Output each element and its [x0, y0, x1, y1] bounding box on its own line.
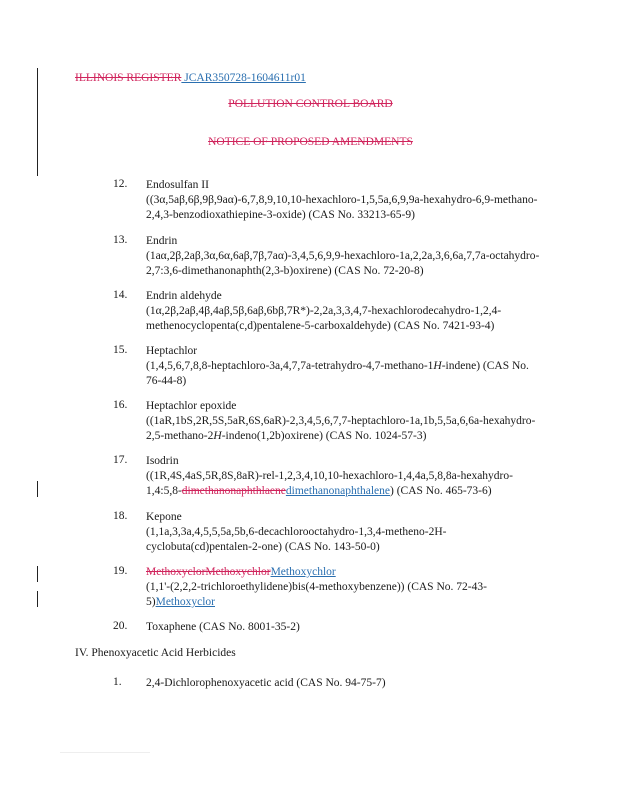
list-item [146, 565, 546, 610]
change-bar [37, 68, 38, 176]
compound-description: (1,4,5,6,7,8,8-heptachloro-3a,4,7,7a-tetrahydro-4,7-methano-1H-indene) (CAS No. 76-44-8) [146, 360, 529, 387]
compound-name [146, 565, 546, 580]
list-item [146, 620, 546, 635]
inserted-text: dimethanonaphthalene [285, 485, 390, 497]
item-number: 17. [113, 454, 128, 466]
compound-description: (1α,2β,2aβ,4β,4aβ,5β,6aβ,6bβ,7R*)-2,2a,3,3,4,7-hexachlorodecahydro-1,2,4-methenocyclopenta(c,d)pentalene-5-carboxaldehyde) (CAS No. 7421-93-4) [146, 305, 502, 332]
compound-description: ((3α,5aβ,6β,9β,9aα)-6,7,8,9,10,10-hexachloro-1,5,5a,6,9,9a-hexahydro-6,9-methano-2,4,3-benzodioxathiepine-3-oxide) (CAS No. 33213-65-9) [146, 194, 538, 221]
notice-header: NOTICE OF PROPOSED AMENDMENTS [208, 136, 413, 148]
board-header: POLLUTION CONTROL BOARD [228, 98, 393, 110]
register-header [75, 72, 306, 84]
item-number: 12. [113, 178, 128, 190]
list-item [146, 344, 546, 389]
item-number: 19. [113, 565, 128, 577]
compound-name: Kepone [146, 511, 182, 523]
compound-name: Endrin aldehyde [146, 290, 222, 302]
item-number: 18. [113, 510, 128, 522]
list-item: 2,4-Dichlorophenoxyacetic acid (CAS No. 94-75-7) [146, 677, 386, 689]
change-bar [37, 591, 38, 607]
item-number: 15. [113, 344, 128, 356]
inserted-text: Methoxyclor [155, 596, 215, 608]
list-item [146, 510, 546, 555]
inserted-text: Methoxychlor [270, 566, 336, 578]
item-number: 13. [113, 234, 128, 246]
compound-name: Endosulfan II [146, 179, 209, 191]
compound-name: Endrin [146, 235, 178, 247]
item-number: 1. [113, 676, 122, 688]
footer-rule [60, 752, 150, 753]
change-bar [37, 566, 38, 582]
item-number: 16. [113, 399, 128, 411]
list-item [146, 454, 546, 499]
compound-name: Toxaphene (CAS No. 8001-35-2) [146, 621, 300, 633]
register-deleted: ILLINOIS REGISTER [75, 72, 182, 84]
item-number: 14. [113, 289, 128, 301]
compound-description: ((1R,4S,4aS,5R,8S,8aR)-rel-1,2,3,4,10,10-hexachloro-1,4,4a,5,8,8a-hexahydro-1,4:5,8-dimethanonaphthlaenedimethanonaphthalene) (CAS No. 465-73-6) [146, 470, 513, 497]
compound-name: Heptachlor [146, 345, 198, 357]
change-bar [37, 481, 38, 497]
compound-description: (1,1a,3,3a,4,5,5,5a,5b,6-decachlorooctahydro-1,3,4-metheno-2H-cyclobuta(cd)pentalen-2-one) (CAS No. 143-50-0) [146, 526, 447, 553]
compound-name: Heptachlor epoxide [146, 400, 237, 412]
list-item [146, 178, 546, 223]
compound-name: Isodrin [146, 455, 179, 467]
list-item [146, 289, 546, 334]
compound-description: (1aα,2β,2aβ,3α,6α,6aβ,7β,7aα)-3,4,5,6,9,9-hexachloro-1a,2,2a,3,6,6a,7,7a-octahydro-2,7:3,6-dimethanonaphth(2,3-b)oxirene) (CAS No. 72-20-8) [146, 250, 540, 277]
item-number: 20. [113, 620, 128, 632]
section-heading: IV. Phenoxyacetic Acid Herbicides [75, 647, 236, 659]
deleted-text: dimethanonaphthlaene [181, 485, 286, 497]
deleted-text: MethoxyclorMethoxychlor [146, 566, 271, 578]
register-inserted: JCAR350728-1604611r01 [181, 72, 306, 84]
list-item [146, 234, 546, 279]
compound-description: (1,1'-(2,2,2-trichloroethylidene)bis(4-methoxybenzene)) (CAS No. 72-43-5)Methoxyclor [146, 581, 487, 608]
compound-description: ((1aR,1bS,2R,5S,5aR,6S,6aR)-2,3,4,5,6,7,7-heptachloro-1a,1b,5,5a,6,6a-hexahydro-2,5-methano-2H-indeno(1,2b)oxirene) (CAS No. 1024-57-3) [146, 415, 536, 442]
list-item [146, 399, 546, 444]
